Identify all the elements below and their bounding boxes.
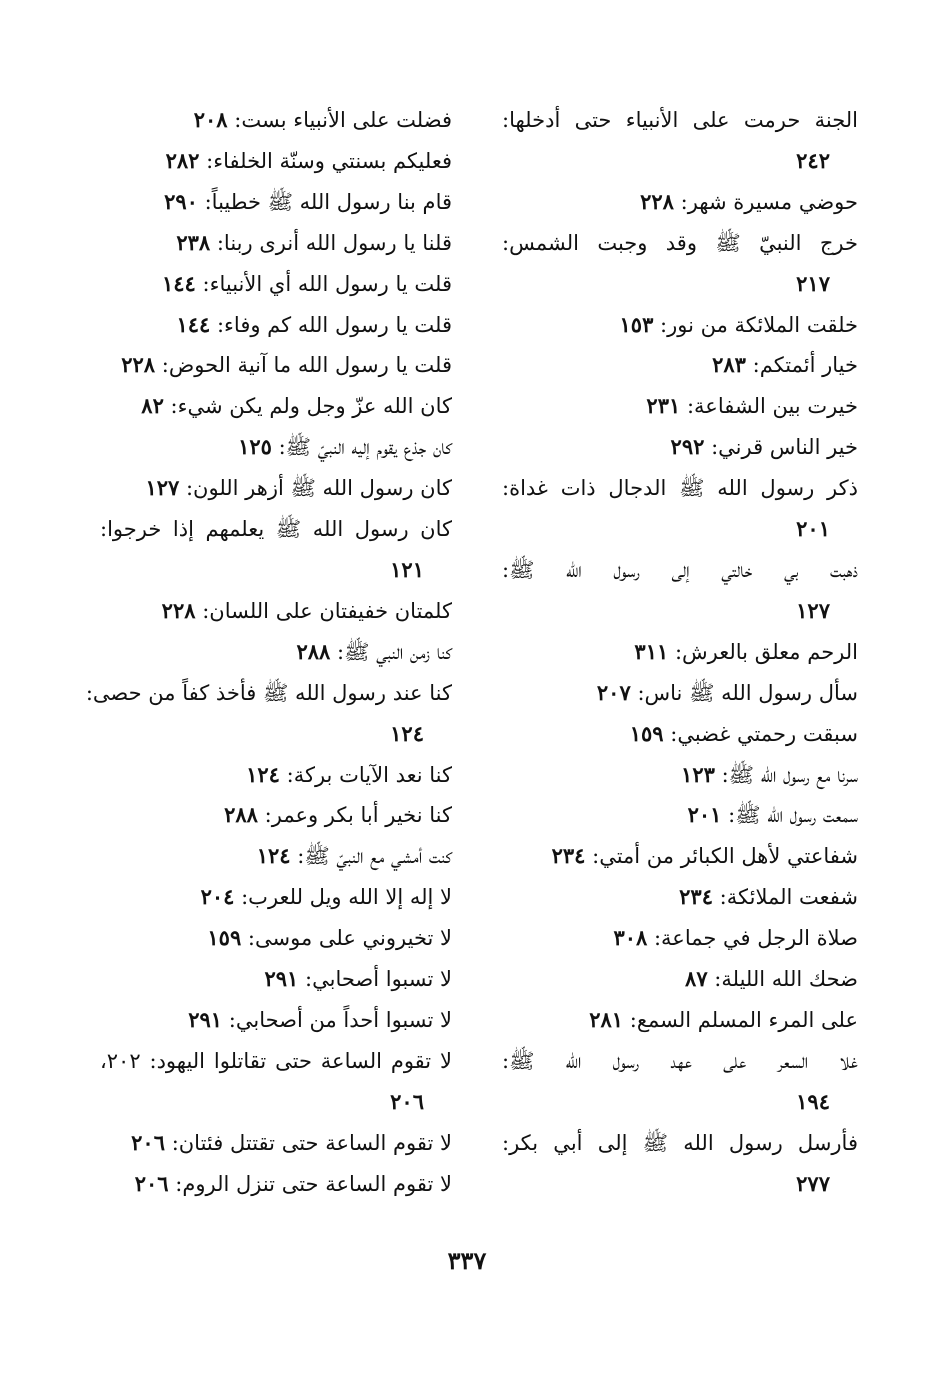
page-reference: ٢٣٤ [679,884,713,910]
index-entry [502,100,858,182]
hadith-incipit: لا تقوم الساعة حتى تقتتل فئتان: [171,1130,452,1155]
index-entry [502,959,858,1000]
hadith-incipit: خلقت الملائكة من نور: [660,312,858,337]
index-entry [502,1000,858,1041]
entry-text [100,509,452,550]
page-reference: ٢٨١ [589,1006,624,1032]
entry-text [100,100,452,141]
entry-text [100,141,452,182]
entry-text [502,755,858,796]
page-reference: ٢٠٦ [131,1129,165,1155]
page-reference: ٢٣٤ [551,843,586,869]
index-entry [100,836,452,877]
page-reference: ٢٢٨ [121,352,156,378]
index-entry [502,673,858,714]
index-entry [100,264,452,305]
entry-text [100,755,452,796]
page-number: ٣٣٧ [447,1246,487,1275]
entry-text [100,632,452,673]
hadith-incipit: لا تخيروني على موسى: [247,926,452,951]
entry-text [502,427,858,468]
entry-text [502,918,858,959]
hadith-incipit: حوضي مسيرة شهر: [680,189,858,214]
hadith-incipit: خيار أئمتكم: [752,353,858,378]
hadith-incipit: الرحم معلق بالعرش: [674,639,858,664]
page-reference: ٢٠٨ [193,107,228,132]
page-reference: ٢٠٦ [390,1088,424,1114]
entry-text [502,1041,858,1082]
hadith-incipit: خيرت بين الشفاعة: [686,394,858,419]
hadith-incipit: خرج النبيّ ﷺ وقد وجبت الشمس: [502,230,858,255]
page-reference: ١٢٥ [238,434,272,460]
index-entry [100,305,452,346]
index-entry [100,386,452,427]
hadith-incipit: غلا السعر على عهد رسول الله ﷺ: [502,1048,858,1073]
page-reference: ٢٧٧ [796,1170,830,1196]
hadith-incipit: ذهبت بي خالتي إلى رسول الله ﷺ: [502,557,858,582]
entry-text [502,468,858,509]
page-reference: ٣٠٨ [613,925,648,951]
entry-text [100,345,452,386]
index-entry [502,755,858,796]
index-entry [100,509,452,591]
hadith-incipit: لا إله إلا الله ويل للعرب: [241,885,452,910]
hadith-incipit: كان جذع يقوم إليه النبيّ ﷺ: [278,435,452,460]
page-reference: ٨٧ [685,966,708,992]
entry-text [100,182,452,223]
hadith-incipit: فأرسل رسول الله ﷺ إلى أبي بكر: [502,1130,858,1155]
index-entry [100,182,452,223]
page-reference: ٢٣٨ [176,229,211,255]
index-entry [85,673,452,755]
page-reference: ١٥٩ [629,720,664,746]
hadith-incipit: خير الناس قرني: [711,435,858,460]
index-entry [502,877,858,918]
entry-text [100,468,452,509]
entry-text [100,223,452,264]
entry-text [502,877,858,918]
index-entry [502,632,858,673]
hadith-incipit: كنت أمشي مع النبيّ ﷺ: [297,844,452,869]
page-reference: ٢٨٣ [712,352,746,378]
index-entry [100,141,452,182]
page-reference: ٣١١ [634,638,669,664]
page-reference: ٢٩٢ [670,434,705,460]
page-reference: ١٢٣ [681,761,715,787]
page-reference: ٢٠٦ [134,1170,169,1196]
index-entry [100,1041,452,1123]
hadith-incipit: ضحك الله الليلة: [714,967,858,992]
entry-text [502,1123,858,1164]
entry-text [100,877,452,918]
hadith-incipit: كلمتان خفيفتان على اللسان: [202,598,452,623]
index-entry [502,836,858,877]
index-entry [100,632,452,673]
hadith-incipit: سأل رسول الله ﷺ ناس: [637,680,858,705]
page-reference: ٢٠١ [796,516,830,542]
entry-text [502,1000,858,1041]
hadith-incipit: قلت يا رسول الله ما آنية الحوض: [161,353,452,378]
hadith-incipit: شفعت الملائكة: [719,885,858,910]
hadith-incipit: كنا نخير أبا بكر وعمر: [264,803,452,828]
entry-text [502,550,858,591]
index-entry [100,1000,452,1041]
page-reference: ١٥٣ [619,311,654,337]
index-entry [502,305,858,346]
hadith-incipit: كان الله عزّ وجل ولم يكن شيء: [170,394,452,419]
index-entry [502,223,858,305]
hadith-incipit: سرنا مع رسول الله ﷺ: [721,762,858,787]
page-reference: ٢٠١ [687,802,722,828]
entry-text [100,1041,452,1082]
index-entry [100,755,452,796]
page-reference: ٢٠٤ [200,884,235,910]
page-reference: ٢٩١ [264,966,299,992]
index-entry [100,1123,452,1164]
hadith-incipit: كنا زمن النبي ﷺ: [337,639,452,664]
hadith-incipit: لا تسبوا أحداً من أصحابي: [228,1007,452,1032]
page-reference: ٢٠٧ [596,679,631,705]
entry-text [100,386,452,427]
hadith-incipit: لا تسبوا أصحابي: [305,967,452,992]
index-entry [502,1041,858,1123]
index-entry [502,468,858,550]
index-column-right [502,100,858,1204]
entry-text [502,795,858,836]
page-reference: ١٢٤ [246,761,280,787]
entry-text [100,591,452,632]
index-entry [502,795,858,836]
entry-text [100,1000,452,1041]
hadith-incipit: قام بنا رسول الله ﷺ خطيباً: [204,189,452,214]
index-entry [502,918,858,959]
hadith-incipit: شفاعتي لأهل الكبائر من أمتي: [592,844,858,869]
page-reference: ٢١٧ [796,270,830,296]
index-entry [502,550,858,632]
page-reference: ١٢٤ [256,843,291,869]
index-entry [100,877,452,918]
page-reference: ٢٨٨ [296,638,331,664]
page-reference: ٢٨٢ [165,147,200,173]
index-entry [100,223,452,264]
index-entry [502,427,858,468]
hadith-incipit: صلاة الرجل في جماعة: [653,926,858,951]
entry-text [502,836,858,877]
hadith-incipit: قلت يا رسول الله أي الأنبياء: [202,271,452,296]
page-reference: ٢٨٨ [224,802,258,828]
page-reference: ٢٢٨ [161,597,196,623]
entry-text [502,959,858,1000]
index-entry [100,918,452,959]
entry-text [100,1123,452,1164]
entry-text [502,386,858,427]
page-reference: ١٢٧ [145,475,180,501]
entry-text [100,918,452,959]
hadith-incipit: فضلت على الأنبياء بست: [234,108,452,132]
page-reference: ١٩٤ [796,1088,830,1114]
entry-text [502,305,858,346]
entry-text [85,673,452,714]
hadith-incipit: لا تقوم الساعة حتى تقاتلوا اليهود: ٢٠٢، [100,1048,452,1073]
entry-text [502,345,858,386]
index-entry [502,345,858,386]
hadith-incipit: سمعت رسول الله ﷺ: [728,803,858,828]
entry-text [502,223,858,264]
entry-text [100,427,452,468]
index-entry [100,468,452,509]
entry-text [502,182,858,223]
entry-text [502,673,858,714]
hadith-incipit: كنا نعد الآيات بركة: [286,762,452,787]
index-entry [100,427,452,468]
page-reference: ٢٤٢ [796,147,830,173]
entry-text [100,264,452,305]
hadith-incipit: على المرء المسلم السمع: [629,1007,858,1032]
page-reference: ١٤٤ [162,270,196,296]
index-entry [502,1123,858,1205]
page-reference: ٨٢ [141,393,164,419]
entry-text [502,100,858,141]
hadith-incipit: الجنة حرمت على الأنبياء حتى أدخلها: [502,108,858,132]
hadith-incipit: سبقت رحمتي غضبي: [670,721,858,746]
hadith-incipit: كان رسول الله ﷺ أزهر اللون: [185,476,452,501]
page-reference: ١٢٧ [796,597,830,623]
hadith-incipit: قلت يا رسول الله كم وفاء: [216,312,452,337]
page-reference: ١٥٩ [207,925,242,951]
entry-text [100,795,452,836]
entry-text [100,1164,452,1205]
hadith-incipit: ذكر رسول الله ﷺ الدجال ذات غداة: [502,476,858,501]
index-entry [502,714,858,755]
index-entry [100,100,452,141]
hadith-incipit: فعليكم بسنتي وسنّة الخلفاء: [206,148,452,173]
index-entry [100,795,452,836]
entry-text [502,632,858,673]
index-entry [502,386,858,427]
page-reference: ٢٩١ [188,1006,223,1032]
page-reference: ١٢١ [390,556,424,582]
hadith-incipit: كان رسول الله ﷺ يعلمهم إذا خرجوا: [100,517,452,542]
page-reference: ٢٩٠ [164,188,198,214]
hadith-incipit: لا تقوم الساعة حتى تنزل الروم: [175,1171,452,1196]
entry-text [502,714,858,755]
hadith-incipit: قلنا يا رسول الله أنرى ربنا: [216,230,452,255]
page-reference: ١٢٤ [390,720,424,746]
page-reference: ٢٢٨ [640,188,674,214]
index-column-left [85,100,452,1204]
entry-text [100,305,452,346]
page-reference: ٢٣١ [646,393,681,419]
index-entry [100,1164,452,1205]
index-entry [100,345,452,386]
page-reference: ١٤٤ [176,311,211,337]
entry-text [100,959,452,1000]
entry-text [100,836,452,877]
index-entry [100,591,452,632]
index-entry [502,182,858,223]
index-entry [100,959,452,1000]
hadith-incipit: كنا عند رسول الله ﷺ فأخذ كفاً من حصى: [85,680,452,705]
